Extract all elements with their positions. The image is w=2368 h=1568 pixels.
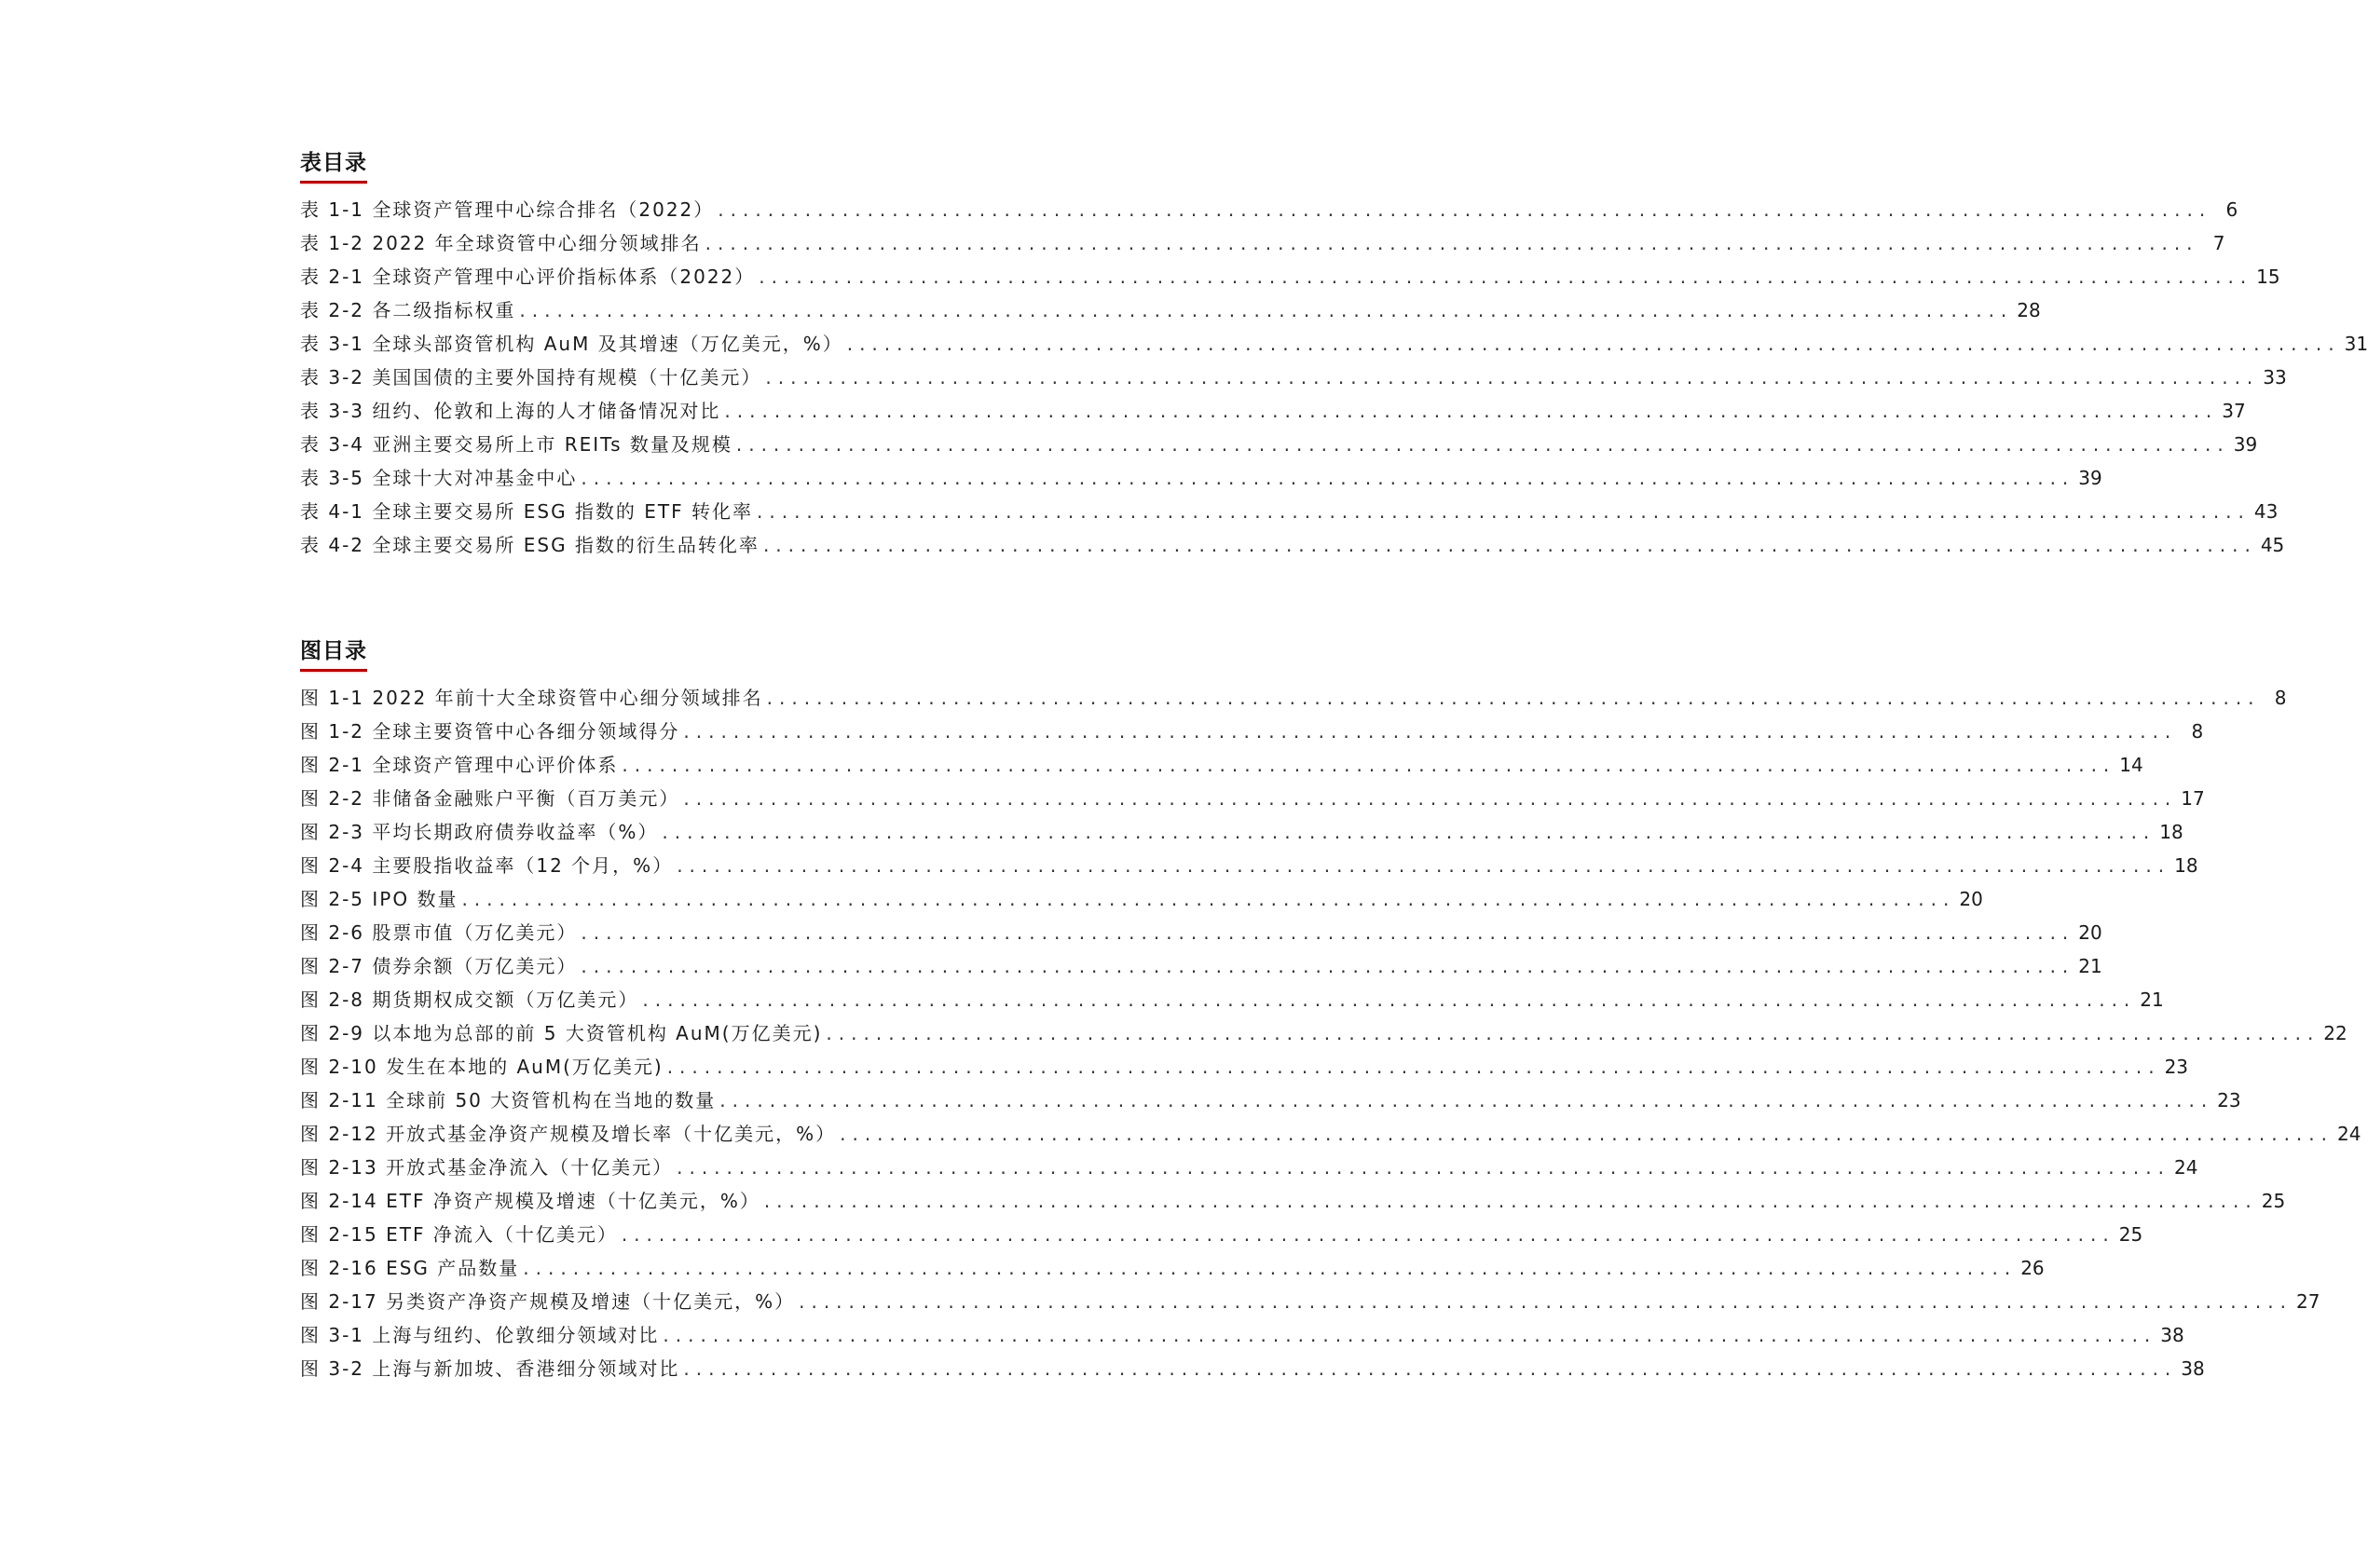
dot-leader: ........................................................................................................................	[621, 1223, 2115, 1246]
toc-entry-label: 图 2-2 非储备金融账户平衡（百万美元）	[300, 787, 680, 810]
toc-entry-page: 27	[2296, 1290, 2320, 1313]
dot-leader: ........................................................................................................................	[677, 1156, 2170, 1179]
toc-entry-page: 6	[2225, 198, 2238, 221]
toc-entry-label: 图 2-10 发生在本地的 AuM(万亿美元)	[300, 1056, 664, 1078]
toc-entry[interactable]	[300, 327, 2368, 361]
toc-entry[interactable]	[300, 394, 2246, 428]
dot-leader: ........................................................................................................................	[683, 720, 2178, 743]
toc-entry-label: 图 2-9 以本地为总部的前 5 大资管机构 AuM(万亿美元)	[300, 1022, 823, 1044]
toc-entry-label: 表 1-1 全球资产管理中心综合排名（2022）	[300, 198, 715, 221]
toc-entry[interactable]	[300, 782, 2205, 815]
toc-entry[interactable]	[300, 293, 2041, 327]
toc-entry-page: 18	[2174, 854, 2198, 877]
toc-entry[interactable]	[300, 1318, 2184, 1352]
dot-leader: ........................................................................................................................	[840, 1123, 2334, 1145]
toc-entry-page: 25	[2261, 1190, 2286, 1212]
tables-toc-heading: 表目录	[300, 145, 367, 184]
dot-leader: ........................................................................................................................	[766, 687, 2261, 709]
toc-entry-label: 表 1-2 2022 年全球资管中心细分领域排名	[300, 232, 702, 254]
dot-leader: ........................................................................................................................	[719, 1089, 2214, 1111]
toc-entry-label: 图 2-16 ESG 产品数量	[300, 1257, 520, 1279]
dot-leader: ........................................................................................................................	[519, 299, 2014, 321]
toc-entry-page: 14	[2119, 754, 2143, 776]
toc-entry[interactable]	[300, 1016, 2347, 1050]
figures-toc-section	[300, 634, 2361, 1385]
toc-entry-label: 图 2-13 开放式基金净流入（十亿美元）	[300, 1156, 674, 1179]
toc-entry-page: 7	[2212, 232, 2225, 254]
toc-entry[interactable]	[300, 882, 1983, 916]
dot-leader: ........................................................................................................................	[759, 266, 2253, 288]
toc-entry-page: 38	[2160, 1324, 2184, 1346]
dot-leader: ........................................................................................................................	[846, 333, 2341, 355]
toc-entry[interactable]	[300, 1084, 2241, 1117]
toc-entry-label: 图 2-7 债券余额（万亿美元）	[300, 955, 578, 977]
toc-entry[interactable]	[300, 1050, 2189, 1084]
toc-entry-label: 表 4-1 全球主要交易所 ESG 指数的 ETF 转化率	[300, 500, 753, 523]
dot-leader: ........................................................................................................................	[523, 1257, 2018, 1279]
dot-leader: ........................................................................................................................	[677, 854, 2171, 877]
toc-entry-page: 20	[1959, 888, 1983, 910]
toc-entry-page: 28	[2017, 299, 2041, 321]
toc-entry[interactable]	[300, 1352, 2205, 1385]
toc-entry[interactable]	[300, 849, 2198, 882]
dot-leader: ........................................................................................................................	[581, 921, 2075, 944]
toc-entry-label: 图 2-3 平均长期政府债券收益率（%）	[300, 821, 659, 843]
toc-entry-label: 图 1-1 2022 年前十大全球资管中心细分领域排名	[300, 687, 763, 709]
toc-entry[interactable]	[300, 528, 2285, 562]
toc-entry-page: 17	[2181, 787, 2205, 810]
toc-entry-page: 39	[2078, 467, 2102, 489]
dot-leader: ........................................................................................................................	[662, 821, 2156, 843]
toc-entry[interactable]	[300, 495, 2279, 528]
toc-entry-label: 表 2-1 全球资产管理中心评价指标体系（2022）	[300, 266, 756, 288]
toc-entry[interactable]	[300, 1151, 2198, 1184]
toc-entry-label: 图 2-14 ETF 净资产规模及增速（十亿美元，%）	[300, 1190, 760, 1212]
toc-entry-page: 24	[2337, 1123, 2361, 1145]
figures-toc-list	[300, 681, 2361, 1385]
toc-entry-label: 表 4-2 全球主要交易所 ESG 指数的衍生品转化率	[300, 534, 760, 556]
toc-entry-label: 表 3-1 全球头部资管机构 AuM 及其增速（万亿美元，%）	[300, 333, 843, 355]
figures-toc-heading: 图目录	[300, 634, 367, 672]
toc-entry-label: 表 3-3 纽约、伦敦和上海的人才储备情况对比	[300, 400, 721, 422]
toc-entry-page: 24	[2174, 1156, 2198, 1179]
toc-entry-page: 18	[2159, 821, 2183, 843]
toc-entry[interactable]	[300, 715, 2204, 748]
toc-entry-label: 表 3-4 亚洲主要交易所上市 REITs 数量及规模	[300, 433, 732, 456]
dot-leader: ........................................................................................................................	[683, 1357, 2178, 1380]
toc-entry-page: 43	[2253, 500, 2279, 523]
toc-entry-label: 表 2-2 各二级指标权重	[300, 299, 516, 321]
toc-entry[interactable]	[300, 226, 2225, 260]
toc-entry-page: 25	[2118, 1223, 2143, 1246]
toc-entry-page: 33	[2263, 366, 2287, 389]
dot-leader: ........................................................................................................................	[765, 366, 2260, 389]
dot-leader: ........................................................................................................................	[705, 232, 2199, 254]
dot-leader: ........................................................................................................................	[581, 467, 2075, 489]
toc-entry[interactable]	[300, 1251, 2045, 1285]
toc-entry-label: 图 2-12 开放式基金净资产规模及增长率（十亿美元，%）	[300, 1123, 837, 1145]
toc-entry[interactable]	[300, 260, 2280, 293]
toc-entry-label: 图 2-17 另类资产净资产规模及增速（十亿美元，%）	[300, 1290, 796, 1313]
toc-entry-page: 23	[2217, 1089, 2241, 1111]
dot-leader: ........................................................................................................................	[642, 989, 2137, 1011]
toc-entry[interactable]	[300, 949, 2102, 983]
toc-entry-page: 37	[2222, 400, 2246, 422]
toc-entry-page: 39	[2233, 433, 2258, 456]
toc-entry-label: 图 3-1 上海与纽约、伦敦细分领域对比	[300, 1324, 660, 1346]
toc-entry-page: 21	[2078, 955, 2102, 977]
toc-entry-page: 8	[2274, 687, 2287, 709]
dot-leader: ........................................................................................................................	[826, 1022, 2320, 1044]
toc-entry[interactable]	[300, 983, 2164, 1016]
toc-entry-page: 31	[2344, 333, 2368, 355]
toc-entry[interactable]	[300, 428, 2258, 461]
toc-entry-page: 21	[2140, 989, 2164, 1011]
dot-leader: ........................................................................................................................	[799, 1290, 2293, 1313]
toc-entry-label: 图 2-1 全球资产管理中心评价体系	[300, 754, 619, 776]
toc-entry-label: 表 3-5 全球十大对冲基金中心	[300, 467, 578, 489]
toc-entry-page: 22	[2323, 1022, 2347, 1044]
dot-leader: ........................................................................................................................	[683, 787, 2178, 810]
toc-entry[interactable]	[300, 1184, 2286, 1218]
toc-entry-page: 15	[2256, 266, 2280, 288]
dot-leader: ........................................................................................................................	[757, 500, 2251, 523]
dot-leader: ........................................................................................................................	[581, 955, 2075, 977]
dot-leader: ........................................................................................................................	[735, 433, 2230, 456]
toc-entry[interactable]	[300, 681, 2287, 715]
toc-entry-label: 图 2-6 股票市值（万亿美元）	[300, 921, 578, 944]
toc-entry-page: 45	[2260, 534, 2285, 556]
tables-toc-section	[300, 145, 2368, 562]
dot-leader: ........................................................................................................................	[461, 888, 1956, 910]
toc-entry-label: 表 3-2 美国国债的主要外国持有规模（十亿美元）	[300, 366, 762, 389]
toc-entry[interactable]	[300, 461, 2102, 495]
dot-leader: ........................................................................................................................	[622, 754, 2116, 776]
dot-leader: ........................................................................................................................	[663, 1324, 2157, 1346]
dot-leader: ........................................................................................................................	[763, 1190, 2258, 1212]
toc-entry-label: 图 3-2 上海与新加坡、香港细分领域对比	[300, 1357, 680, 1380]
dot-leader: ........................................................................................................................	[724, 400, 2219, 422]
toc-entry-label: 图 2-15 ETF 净流入（十亿美元）	[300, 1223, 618, 1246]
toc-entry-label: 图 2-4 主要股指收益率（12 个月，%）	[300, 854, 674, 877]
toc-entry-page: 23	[2164, 1056, 2189, 1078]
tables-toc-list	[300, 193, 2368, 562]
toc-entry[interactable]	[300, 748, 2143, 782]
toc-entry[interactable]	[300, 361, 2287, 394]
toc-entry[interactable]	[300, 193, 2238, 226]
toc-entry-page: 38	[2181, 1357, 2205, 1380]
toc-entry-label: 图 1-2 全球主要资管中心各细分领域得分	[300, 720, 680, 743]
toc-entry[interactable]	[300, 815, 2183, 849]
toc-entry[interactable]	[300, 916, 2102, 949]
toc-entry-label: 图 2-5 IPO 数量	[300, 888, 459, 910]
dot-leader: ........................................................................................................................	[718, 198, 2212, 221]
toc-entry[interactable]	[300, 1218, 2143, 1251]
toc-entry[interactable]	[300, 1117, 2361, 1151]
dot-leader: ........................................................................................................................	[762, 534, 2257, 556]
toc-entry-page: 8	[2191, 720, 2204, 743]
toc-entry-page: 20	[2078, 921, 2102, 944]
toc-entry-page: 26	[2020, 1257, 2045, 1279]
toc-entry[interactable]	[300, 1285, 2320, 1318]
dot-leader: ........................................................................................................................	[666, 1056, 2161, 1078]
toc-entry-label: 图 2-11 全球前 50 大资管机构在当地的数量	[300, 1089, 717, 1111]
toc-entry-label: 图 2-8 期货期权成交额（万亿美元）	[300, 989, 639, 1011]
